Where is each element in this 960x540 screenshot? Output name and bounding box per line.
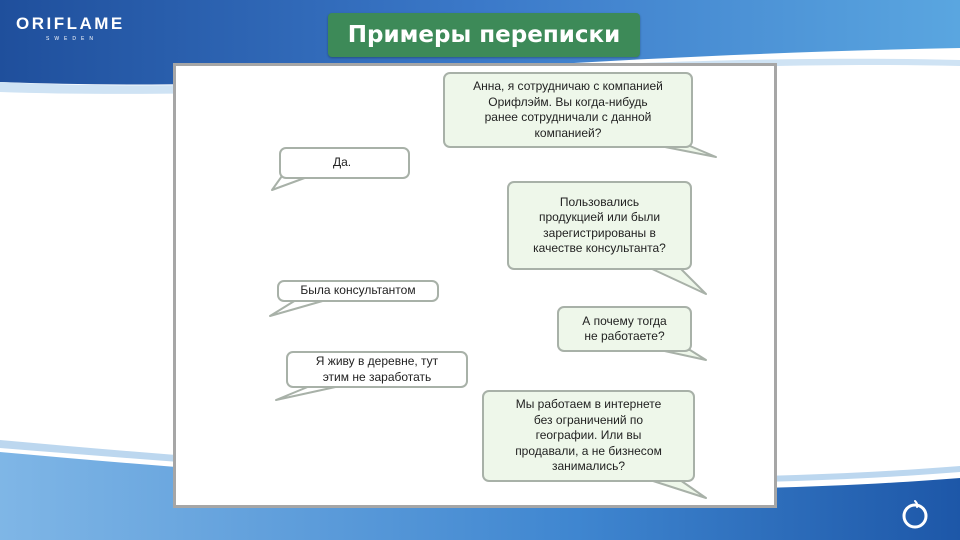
bubble-tail-4 [270, 300, 326, 316]
message-bubble-2 [279, 147, 410, 179]
message-text: Мы работаем в интернете без ограничений по географии. Или вы продавали, а не бизнесом занимались? [515, 397, 662, 474]
brand-name: ORIFLAME [16, 14, 125, 33]
message-bubble-7 [482, 390, 695, 482]
bubble-tail-3 [650, 268, 706, 294]
message-bubble-4 [277, 280, 439, 302]
message-text: Пользовались продукцией или были зарегистрированы в качестве консультанта? [533, 194, 666, 255]
message-text: Была консультантом [300, 283, 416, 298]
message-text: А почему тогда не работаете? [582, 313, 667, 343]
bubble-tail-7 [650, 480, 706, 498]
message-bubble-5 [557, 306, 692, 352]
message-text: Я живу в деревне, тут этим не заработать [315, 354, 439, 384]
message-bubble-6 [286, 351, 468, 388]
message-bubble-1 [443, 72, 693, 148]
message-text: Анна, я сотрудничаю с компанией Орифлэйм. Вы когда-нибудь ранее сотрудничали с данной компанией? [473, 79, 663, 140]
bubble-tail-6 [276, 386, 340, 400]
slide-title: Примеры переписки [347, 22, 621, 48]
message-text: Да. [333, 155, 352, 170]
message-bubble-3 [507, 181, 692, 270]
oriflame-o-icon [898, 498, 932, 532]
brand-subline: SWEDEN [46, 36, 98, 42]
